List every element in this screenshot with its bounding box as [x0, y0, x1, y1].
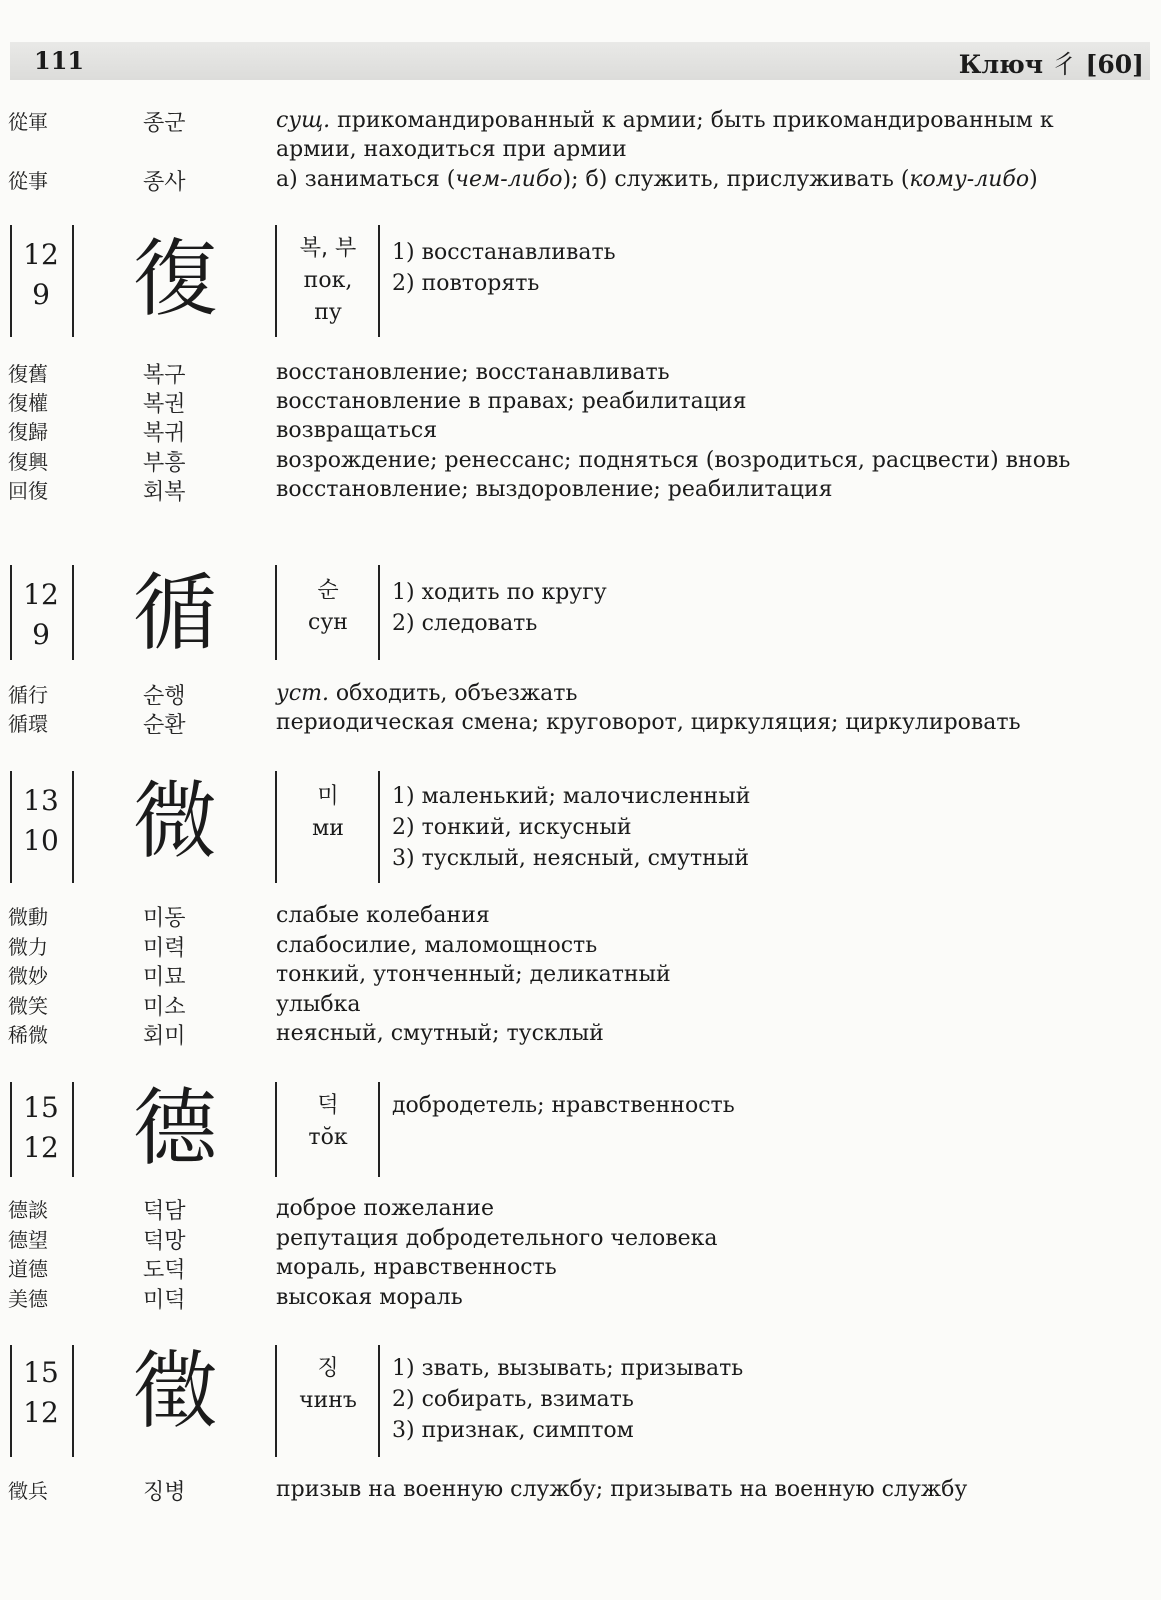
definitions: 1) ходить по кругу 2) следовать — [392, 580, 607, 636]
rule-line — [378, 1345, 380, 1457]
compound-meaning: слабосилие, маломощность — [276, 933, 598, 958]
stroke-count: 15 12 — [23, 1091, 59, 1164]
reading: 순 сун — [308, 578, 348, 635]
compound-hangul: 덕담 — [143, 1199, 186, 1224]
rule-line — [378, 771, 380, 883]
compound-hanja: 復歸 — [8, 420, 48, 444]
stroke-count: 12 9 — [23, 238, 59, 311]
compound-hanja: 德談 — [8, 1198, 48, 1222]
compound-hangul: 미력 — [143, 936, 186, 961]
page-header — [10, 42, 1150, 80]
reading: 덕 тŏк — [308, 1093, 348, 1150]
compound-meaning: а) заниматься (чем-либо); б) служить, прислуживать (кому-либо) — [276, 167, 1038, 192]
rule-line — [10, 1082, 12, 1177]
compound-hanja: 循行 — [8, 683, 48, 707]
compound-hanja: 微妙 — [8, 964, 48, 988]
compound-meaning: восстановление; выздоровление; реабилитация — [276, 477, 833, 502]
definitions: добродетель; нравственность — [392, 1093, 735, 1118]
reading: 징 чинъ — [299, 1356, 357, 1413]
compound-hanja: 微笑 — [8, 994, 48, 1018]
compound-hanja: 美德 — [8, 1287, 48, 1311]
compound-hangul: 징병 — [143, 1480, 186, 1505]
compound-meaning: восстановление в правах; реабилитация — [276, 389, 747, 414]
compound-meaning: периодическая смена; круговорот, циркуляция; циркулировать — [276, 710, 1021, 735]
compound-hanja: 循環 — [8, 712, 48, 736]
stroke-count: 13 10 — [23, 784, 59, 857]
compound-hangul: 복구 — [143, 363, 186, 388]
compound-hangul: 미묘 — [143, 965, 186, 990]
compound-hangul: 복귀 — [143, 421, 186, 446]
compound-hanja: 道德 — [8, 1257, 48, 1281]
rule-line — [10, 771, 12, 883]
compound-hanja: 回復 — [8, 479, 48, 503]
definitions: 1) маленький; малочисленный 2) тонкий, искусный 3) тусклый, неясный, смутный — [392, 784, 751, 871]
reading: 복, 부 пок, пу — [299, 236, 357, 325]
compound-meaning: возвращаться — [276, 418, 438, 443]
rule-line — [72, 565, 74, 660]
compound-meaning: неясный, смутный; тусклый — [276, 1021, 604, 1046]
compound-hangul: 회미 — [143, 1024, 186, 1049]
definitions: 1) восстанавливать 2) повторять — [392, 240, 616, 296]
rule-line — [378, 1082, 380, 1177]
compound-meaning: высокая мораль — [276, 1285, 463, 1310]
compound-meaning: возрождение; ренессанс; подняться (возродиться, расцвести) вновь — [276, 448, 1071, 473]
headword-character: 德 — [132, 1079, 217, 1177]
compound-hangul: 도덕 — [143, 1258, 186, 1283]
rule-line — [72, 225, 74, 337]
rule-line — [275, 565, 277, 660]
headword-character: 復 — [132, 230, 217, 328]
compound-meaning: уст. обходить, объезжать — [276, 681, 578, 706]
radical-number: [60] — [1085, 50, 1144, 79]
compound-meaning: восстановление; восстанавливать — [276, 360, 670, 385]
compound-meaning: улыбка — [276, 992, 361, 1017]
rule-line — [10, 1345, 12, 1457]
compound-meaning: сущ. прикомандированный к армии; быть прикомандированным к армии, находиться при армии — [276, 108, 1054, 162]
compound-hanja: 復權 — [8, 391, 48, 415]
compound-meaning: доброе пожелание — [276, 1196, 494, 1221]
compound-hangul: 덕망 — [143, 1229, 186, 1254]
compound-hanja: 微動 — [8, 905, 48, 929]
compound-hanja: 稀微 — [8, 1023, 48, 1047]
radical-glyph: 彳 — [1051, 50, 1077, 79]
rule-line — [378, 565, 380, 660]
reading: 미 ми — [312, 784, 344, 841]
rule-line — [275, 771, 277, 883]
compound-hanja: 徵兵 — [8, 1479, 48, 1503]
compound-hanja: 德望 — [8, 1228, 48, 1252]
compound-hanja: 從事 — [8, 169, 48, 193]
compound-hanja: 復興 — [8, 450, 48, 474]
rule-line — [10, 565, 12, 660]
rule-line — [72, 1345, 74, 1457]
rule-line — [10, 225, 12, 337]
rule-line — [72, 771, 74, 883]
compound-meaning: репутация добродетельного человека — [276, 1226, 718, 1251]
rule-line — [275, 1345, 277, 1457]
section-prefix: Ключ — [958, 50, 1044, 79]
rule-line — [275, 1082, 277, 1177]
compound-hanja: 微力 — [8, 935, 48, 959]
compound-hangul: 부흥 — [143, 451, 186, 476]
compound-hanja: 復舊 — [8, 362, 48, 386]
compound-meaning: слабые колебания — [276, 903, 490, 928]
compound-meaning: призыв на военную службу; призывать на военную службу — [276, 1477, 968, 1502]
compound-meaning: мораль, нравственность — [276, 1255, 557, 1280]
compound-hangul: 미소 — [143, 995, 186, 1020]
definitions: 1) звать, вызывать; призывать 2) собирать, взимать 3) признак, симптом — [392, 1356, 744, 1443]
stroke-count: 15 12 — [23, 1356, 59, 1429]
rule-line — [275, 225, 277, 337]
compound-hanja: 從軍 — [8, 110, 48, 134]
rule-line — [72, 1082, 74, 1177]
compound-hangul: 종사 — [143, 170, 186, 195]
headword-character: 徵 — [132, 1342, 217, 1440]
compound-hangul: 복권 — [143, 392, 186, 417]
compound-hangul: 미덕 — [143, 1288, 186, 1313]
compound-hangul: 순행 — [143, 684, 186, 709]
compound-meaning: тонкий, утонченный; деликатный — [276, 962, 671, 987]
section-key — [959, 45, 1144, 81]
headword-character: 循 — [132, 564, 217, 662]
rule-line — [378, 225, 380, 337]
stroke-count: 12 9 — [23, 578, 59, 651]
compound-hangul: 회복 — [143, 480, 186, 505]
compound-hangul: 미동 — [143, 906, 186, 931]
grammar-abbr: сущ. — [276, 108, 331, 133]
compound-hangul: 순환 — [143, 713, 186, 738]
compound-hangul: 종군 — [143, 111, 186, 136]
headword-character: 微 — [132, 772, 217, 870]
page-number: 111 — [34, 46, 85, 75]
